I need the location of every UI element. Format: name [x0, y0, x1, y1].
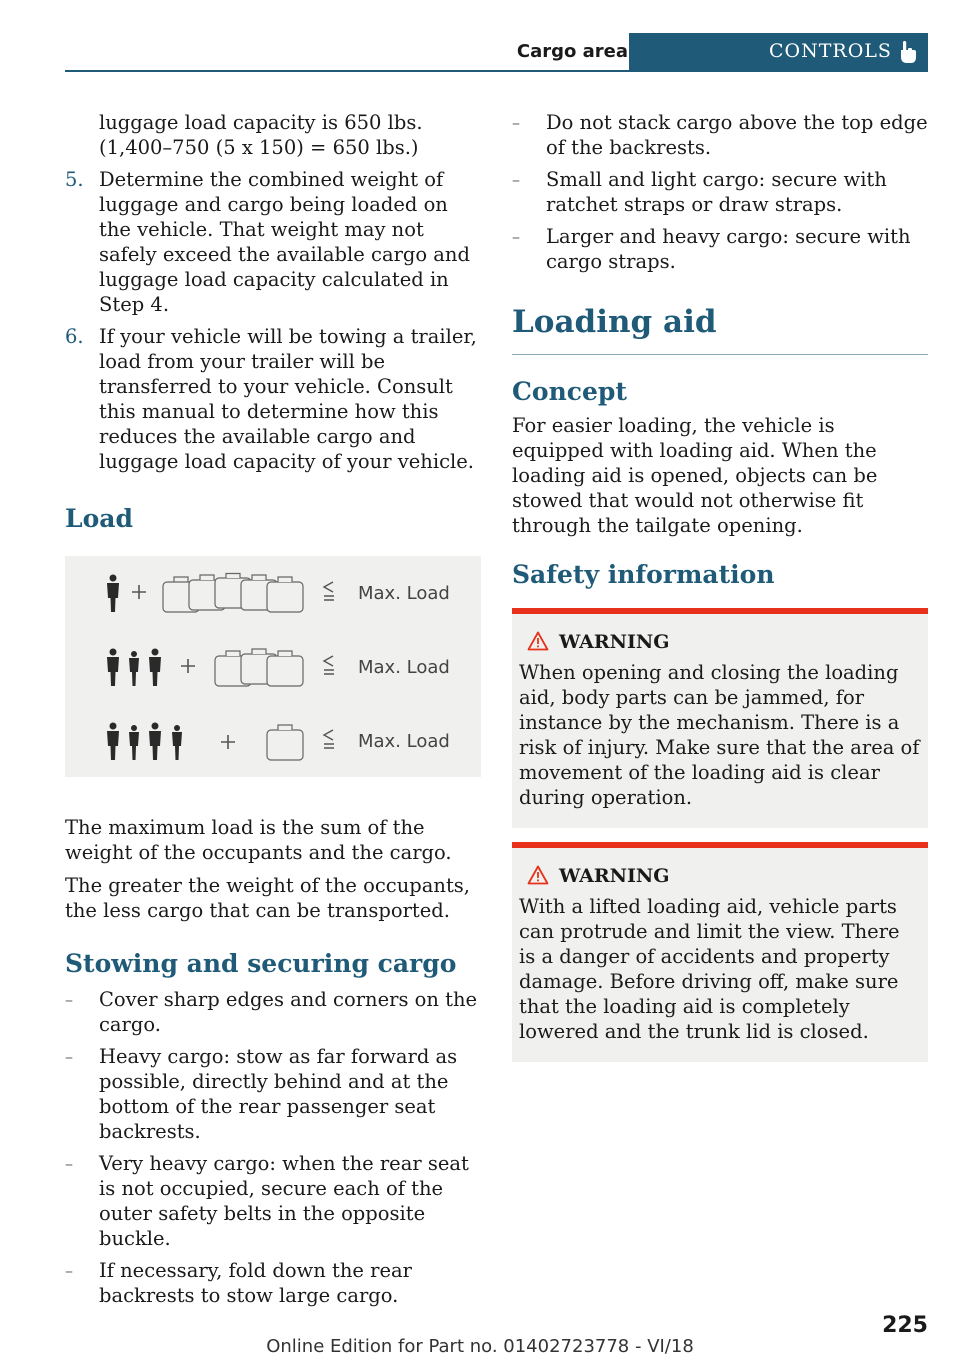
- person-icon: [129, 651, 139, 686]
- warning-title: [519, 864, 921, 888]
- dash-bullet: –: [512, 113, 520, 132]
- person-icon: [129, 725, 139, 760]
- cases-group: [265, 720, 307, 764]
- warning-title-text: WARNING: [559, 865, 670, 887]
- warning-box: [512, 842, 928, 1062]
- person-icon: [107, 575, 119, 613]
- list-item: [65, 987, 481, 1037]
- header-rule: [65, 70, 928, 72]
- persons-group: [103, 574, 123, 614]
- list-item-text: Very heavy cargo: when the rear seat is not occupied, secure each of the outer safety belts in the opposite buckle.: [99, 1152, 469, 1250]
- list-item: [512, 167, 928, 217]
- list-item-text: Cover sharp edges and corners on the cargo.: [99, 988, 478, 1036]
- list-item-text: Small and light cargo: secure with ratchet straps or draw straps.: [546, 168, 887, 216]
- warning-title-text: WARNING: [559, 631, 670, 653]
- paragraph: The greater the weight of the occupants, the less cargo that can be transported.: [65, 874, 470, 922]
- pointing-hand-icon: [897, 40, 919, 64]
- cases-group: [213, 646, 313, 690]
- load-row: [65, 642, 481, 692]
- cases-group: [161, 572, 311, 616]
- list-item: [512, 110, 928, 160]
- list-item-text: Heavy cargo: stow as far forward as possible, directly behind and at the bottom of the rear passenger seat backrests.: [99, 1045, 458, 1143]
- persons-group: [103, 722, 189, 762]
- warning-triangle-icon: [527, 631, 549, 651]
- step-number: 5.: [65, 168, 84, 191]
- less-equal-icon: [321, 728, 337, 752]
- safety-heading: Safety information: [512, 560, 775, 589]
- suitcase-icon: [267, 725, 303, 760]
- max-load-label: Max. Load: [358, 731, 450, 752]
- person-icon: [107, 723, 119, 761]
- person-icon: [172, 725, 182, 760]
- chapter-label: CONTROLS: [769, 40, 892, 62]
- warning-triangle-icon: [527, 865, 549, 885]
- list-item: [65, 1258, 481, 1308]
- less-equal-icon: [321, 580, 337, 604]
- suitcase-icon: [267, 577, 303, 612]
- step-number: 6.: [65, 325, 84, 348]
- footer-text: Online Edition for Part no. 01402723778 - VI/18: [266, 1336, 694, 1357]
- list-item-text: Larger and heavy cargo: secure with cargo straps.: [546, 225, 911, 273]
- dash-bullet: –: [65, 990, 73, 1009]
- concept-heading: Concept: [512, 377, 627, 406]
- dash-bullet: –: [65, 1154, 73, 1173]
- list-item: [65, 1044, 481, 1144]
- stowing-heading: Stowing and securing cargo: [65, 949, 457, 978]
- running-header-section: Cargo area: [516, 41, 628, 62]
- less-equal-icon: [321, 654, 337, 678]
- step-text: If your vehicle will be towing a trailer, load from your trailer will be transferred to your vehicle. Consult this manual to determine how this reduces the available cargo and luggage load capacity of your vehicle.: [99, 325, 477, 473]
- paragraph: The maximum load is the sum of the weight of the occupants and the cargo.: [65, 816, 452, 864]
- person-icon: [149, 649, 161, 687]
- suitcase-icon: [267, 651, 303, 686]
- list-item-text: If necessary, fold down the rear backrests to stow large cargo.: [99, 1259, 412, 1307]
- list-item: [65, 1151, 481, 1251]
- step-item: [65, 324, 481, 474]
- loading-aid-heading: Loading aid: [512, 304, 717, 340]
- dash-bullet: –: [65, 1261, 73, 1280]
- warning-box: [512, 608, 928, 828]
- step-text: Determine the combined weight of luggage and cargo being loaded on the vehicle. That weight may not safely exceed the available cargo and luggage load capacity calculated in Step 4.: [99, 168, 470, 316]
- page-number: 225: [882, 1313, 928, 1338]
- max-load-label: Max. Load: [358, 657, 450, 678]
- right-column: [512, 110, 928, 1076]
- load-heading: Load: [65, 504, 133, 533]
- max-load-label: Max. Load: [358, 583, 450, 604]
- load-row: [65, 716, 481, 766]
- continued-text: luggage load capacity is 650 lbs. (1,400–750 (5 x 150) = 650 lbs.): [99, 111, 423, 159]
- dash-bullet: –: [512, 170, 520, 189]
- heading-rule: [512, 354, 928, 355]
- running-header-chapter-tab: [629, 33, 928, 70]
- plus-icon: [219, 733, 237, 751]
- warning-title: [519, 630, 921, 654]
- list-item-text: Do not stack cargo above the top edge of the backrests.: [546, 111, 928, 159]
- left-column: [65, 110, 481, 1315]
- plus-icon: [179, 657, 197, 675]
- step-item: [65, 167, 481, 317]
- dash-bullet: –: [512, 227, 520, 246]
- person-icon: [149, 723, 161, 761]
- load-figure: [65, 556, 481, 777]
- concept-text: For easier loading, the vehicle is equipped with loading aid. When the loading aid is opened, objects can be stowed that would not otherwise fit through the tailgate opening.: [512, 414, 878, 537]
- plus-icon: [130, 583, 148, 601]
- warning-body: When opening and closing the loading aid, body parts can be jammed, for instance by the mechanism. There is a risk of injury. Make sure that the area of movement of the loading aid is clear during operation.: [519, 661, 920, 809]
- person-icon: [107, 649, 119, 687]
- dash-bullet: –: [65, 1047, 73, 1066]
- load-row: [65, 568, 481, 618]
- warning-body: With a lifted loading aid, vehicle parts can protrude and limit the view. There is a danger of accidents and property damage. Before driving off, make sure that the loading aid is completely lowered and the trunk lid is closed.: [519, 895, 900, 1043]
- list-item: [512, 224, 928, 274]
- persons-group: [103, 648, 167, 688]
